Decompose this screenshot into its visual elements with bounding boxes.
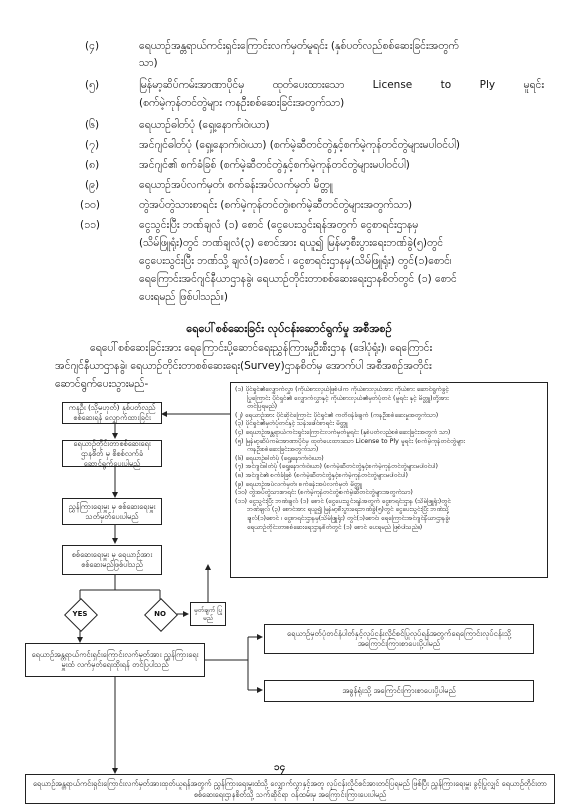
flow-note-remark: မှတ်ချက် ပြုမည် <box>190 602 226 626</box>
list-number: (၅) <box>85 79 100 91</box>
decision-no-label: NO <box>154 610 166 618</box>
doc-line: (၅) မြန်မာ့ဆိပ်ကမ်းအာဏာပိုင်မှ ထုတ်ပေးထားသော License to Ply မူရင်း (စက်မဲ့ကုန်တင်တွဲများ <box>235 437 465 445</box>
list-item-text: (စက်မဲ့ကုန်တင်တွဲများ ကနဦးစစ်ဆေးခြင်းအတွက်သာ) <box>139 97 345 109</box>
doc-line: (၇) အင်ဂျင်ဓါတ်ပုံ (ရှေ့၊နောက်၊ဝဲ၊ယာ) (စက်မဲ့ဆီတင်တွဲနှင့်စက်မဲ့ကုန်တင်တွဲများမပါဝင်ပါ) <box>235 463 438 471</box>
list-item-text: (သိမ်ဖြူရုံး)တွင် ဘဏ်ချလံ(၃) စောင်အား ရယူ၍ မြန်မာ့စီးပွားရေးဘဏ်ခွဲ(၅)တွင် <box>139 237 444 249</box>
list-item-text: ရေကြောင်းအင်ဂျင်နီယာဌာနခွဲ၊ ရေယာဉ်တိုင်းတာစစ်ဆေးရေးဌာနစိတ်တွင် (၁) စောင် <box>139 273 457 285</box>
doc-line: ဘဏ်ချလံ (၃) စောင်အား ရယူ၍ မြန်မာ့စီးပွားရေးဘဏ်ခွဲ(၅)တွင် ငွေပေးသွင်းပြီး ဘဏ်သို့ <box>247 506 449 514</box>
section-title: ရေပေါ်စစ်ဆေးခြင်း လုပ်ငန်းဆောင်ရွက်မှု အစီအစဉ် <box>186 322 392 335</box>
list-item-text: ငွေသွင်းပြီး ဘဏ်ချလံ (၁) စောင် (ငွေပေးသွင်းရန်အတွက် ငွေစာရင်းဌာနမှ <box>139 219 419 231</box>
list-number: (၈) <box>85 159 100 171</box>
doc-line: ပြုကြောင်း ပိုင်ရှင်၏ လျှောက်လွှာနှင့် ကိုယ်စားလှယ်၏မှတ်ပုံတင် (မူရင်း နှင့် မိတ္တူ)တို့အား <box>247 394 449 402</box>
doc-line: ရေယာဉ်တိုင်းတာစစ်ဆေးရေးဌာနစိတ်တွင် (၁) စောင် ပေးရမည် ဖြစ်ပါသည်။) <box>247 523 423 531</box>
flow-step-final-issue: ရေယာဉ်အန္တရာယ်ကင်းရှင်းကြောင်းလက်မှတ်အားထုတ်ယူရန်အတွက် ညွှန်ကြားရေးမှူးထံသို့ လျှောက်လွှာနှင့်အတူ လုပ်ငန်းလိုင်စင်အားတင်ပြရမည် ဖြစ်ပြီး ညွှန်ကြားရေးမှူး ခွင့်ပြုလျှင် ရေယာဉ်တိုင်းတာစစ်ဆေးရေးဌာနစိတ်သို့ သက်ဆိုင်ရာ ဝန်ထမ်းမှ အကြောင်းကြားပေးပါမည် <box>25 774 555 804</box>
doc-line: (၄) ရေယာဉ်အန္တရာယ်ကင်းရှင်းကြောင်းလက်မှတ်မူရင်း (နှစ်ပတ်လည်စစ်ဆေးခြင်းအတွက် သာ) <box>235 428 451 436</box>
list-item-text: သာ) <box>139 57 158 69</box>
paragraph-line: ရေပေါ်စစ်ဆေးခြင်းအား ရေကြောင်းပို့ဆောင်ရေးညွှန်ကြားမှုဦးစီးဌာန (ဒေါပုံရုံး)၊ ရေကြောင်း <box>90 342 433 354</box>
doc-line: ကနဦးစစ်ဆေးခြင်းအတွက်သာ) <box>247 446 319 454</box>
list-number: (၁၁) <box>80 219 101 231</box>
decision-yes-label: YES <box>72 610 88 618</box>
page-number: ၁၄ <box>274 762 286 773</box>
paragraph-line: အင်ဂျင်နီယာဌာနခွဲ၊ ရေယာဉ်တိုင်းတာစစ်ဆေးရေး(Survey)ဌာနစိတ်မှ အောက်ပါ အစီအစဉ်အတိုင်း <box>55 360 432 372</box>
paragraph-line: ဆောင်ရွက်ပေးသွားမည်- <box>55 378 149 390</box>
flow-notify-registration: ရေယာဉ်မှတ်ပုံတင်နံပါတ်နှင့်လုပ်ငန်းလိုင်စင်ပြုလုပ်ရန်အတွက်ရေကြောင်းလုပ်ငန်းသို့ အကြောင်းကြားစာပေးပို့ပါမည် <box>264 624 534 654</box>
list-item-text: ရေယာဉ်ဓါတ်ပုံ (ရှေ့၊နောက်၊ဝဲ၊ယာ) <box>139 119 270 131</box>
list-item-text: အင်ဂျင်၏ စက်ခံခြစ် (စက်မဲ့ဆီတင်တွဲနှင့်စက်မဲ့ကုန်တင်တွဲများမပါဝင်ပါ) <box>139 159 410 171</box>
doc-line: (၁၀) တွဲအပ်တွဲသားစာရင်း (စက်မဲ့ကုန်တင်တွဲ၊စက်မဲ့ဆီတင်တွဲများအတွက်သာ) <box>235 489 413 497</box>
flow-step-inspect-vessel: စစ်ဆေးရေးမှူး မှ ရေယာဉ်အား စစ်ဆေးမည်ဖြစ်ပါသည် <box>62 545 162 575</box>
flow-step-certificate-sign: ရေယာဉ်အန္တရာယ်ကင်းရှင်းကြောင်းလက်မှတ်အား ညွှန်ကြားရေးမှူးထံ လက်မှတ်ရေးထိုးရန် တင်ပြပါသည် <box>25 643 205 677</box>
list-item-text: ငွေပေးသွင်းပြီး ဘဏ်သို့ ချလံ(၁)စောင် ၊ ငွေစာရင်းဌာနမှ(သိမ်ဖြူရုံး) တွင်(၁)စောင်၊ <box>139 255 452 267</box>
required-documents-box <box>230 382 548 578</box>
doc-line: (၈) အင်ဂျင်၏ စက်ခံခြစ် (စက်မဲ့ဆီတင်တွဲနှင့်စက်မဲ့ကုန်တင်တွဲများမပါဝင်ပါ) <box>235 471 408 479</box>
doc-line: (၃) ပိုင်ရှင်၏မှတ်ပုံတင်နှင့် သန်းခေါင်စာရင်း မိတ္တူ <box>235 420 348 428</box>
flow-step-assign-inspector: ညွှန်ကြားရေးမှူး မှ စစ်ဆေးရေးမှူး သတ်မှတ်ပေးပါမည် <box>62 498 162 525</box>
list-item-text: ရေယာဉ်အန္တရာယ်ကင်းရှင်းကြောင်းလက်မှတ်မူရင်း (နှစ်ပတ်လည်စစ်ဆေးခြင်းအတွက် <box>139 40 459 52</box>
doc-line: (၁) ပိုင်ရှင်၏လျှောက်လွှာ (ကိုယ်စားလှယ်ဖြစ်ပါက ကိုယ်စားလှယ်အား ကိုယ်စား ဆောင်ရွက်ခွင့် <box>235 386 449 393</box>
list-item-text: ပေးရမည် ဖြစ်ပါသည်။) <box>139 291 228 303</box>
list-number: (၆) <box>85 119 100 131</box>
doc-line: (၉) ရေယာဉ်အပ်လက်မှတ်၊ စက်ခန်းအပ်လက်မှတ် မိတ္တူ <box>235 480 362 488</box>
list-item-text: အင်ဂျင်ဓါတ်ပုံ (ရှေ့၊နောက်၊ဝဲ၊ယာ) (စက်မဲ့ဆီတင်တွဲနှင့်စက်မဲ့ကုန်တင်တွဲများမပါဝင်ပါ) <box>139 139 460 151</box>
doc-line: တင်ပြရမည်) <box>247 403 278 411</box>
flow-step-apply: ကနဦး (သို့မဟုတ်) နှစ်ပတ်လည် စစ်ဆေးရန် လျှောက်ထားခြင်း <box>62 402 162 424</box>
list-number: (၄) <box>85 40 100 52</box>
doc-line: (၂) ရေယာဉ်အား ပိုင်ဆိုင်ကြောင်း ပိုင်ရှင်၏ ကတိဝန်ခံချက် (ကနဦးစစ်ဆေးမှုအတွက်သာ) <box>235 411 439 419</box>
list-item-text: မြန်မာ့ဆိပ်ကမ်းအာဏာပိုင်မှ ထုတ်ပေးထားသော License to Ply မူရင်း <box>139 79 544 91</box>
list-item-text: ရေယာဉ်အပ်လက်မှတ်၊ စက်ခန်းအပ်လက်မှတ် မိတ္တူ <box>139 179 333 191</box>
doc-line: (၆) ရေယာဉ်ဓါတ်ပုံ (ရှေ့၊နောက်၊ဝဲ၊ယာ) <box>235 454 324 462</box>
list-number: (၉) <box>85 179 100 191</box>
flow-notify-tax-office: အခွန်ရုံးသို့ အကြောင်းကြားစာပေးပို့ပါမည် <box>264 680 534 702</box>
list-number: (၇) <box>85 139 100 151</box>
flow-step-survey-receive: ရေယာဉ်တိုင်းတာစစ်ဆေးရေးဌာနစိတ် မှ စိစစ်လက်ခံဆောင်ရွက်ပေးပါမည် <box>62 440 162 467</box>
doc-line: ချလံ(၁)စောင် ၊ ငွေစာရင်းဌာနမှ(သိမ်ဖြူရုံး) တွင်(၁)စောင်၊ ရေကြောင်းအင်ဂျင်နီယာဌာနခွဲ၊ <box>247 514 450 522</box>
doc-line: (၁၁) ငွေသွင်းပြီး ဘဏ်ချလံ (၁) စောင် (ငွေပေးသွင်းရန်အတွက် ငွေစာရင်းဌာန (သိမ်ဖြူရုံး)တွင် <box>235 497 451 505</box>
list-number: (၁၀) <box>80 199 101 211</box>
list-item-text: တွဲအပ်တွဲသားစာရင်း (စက်မဲ့ကုန်တင်တွဲ၊စက်မဲ့ဆီတင်တွဲများအတွက်သာ) <box>139 199 413 211</box>
